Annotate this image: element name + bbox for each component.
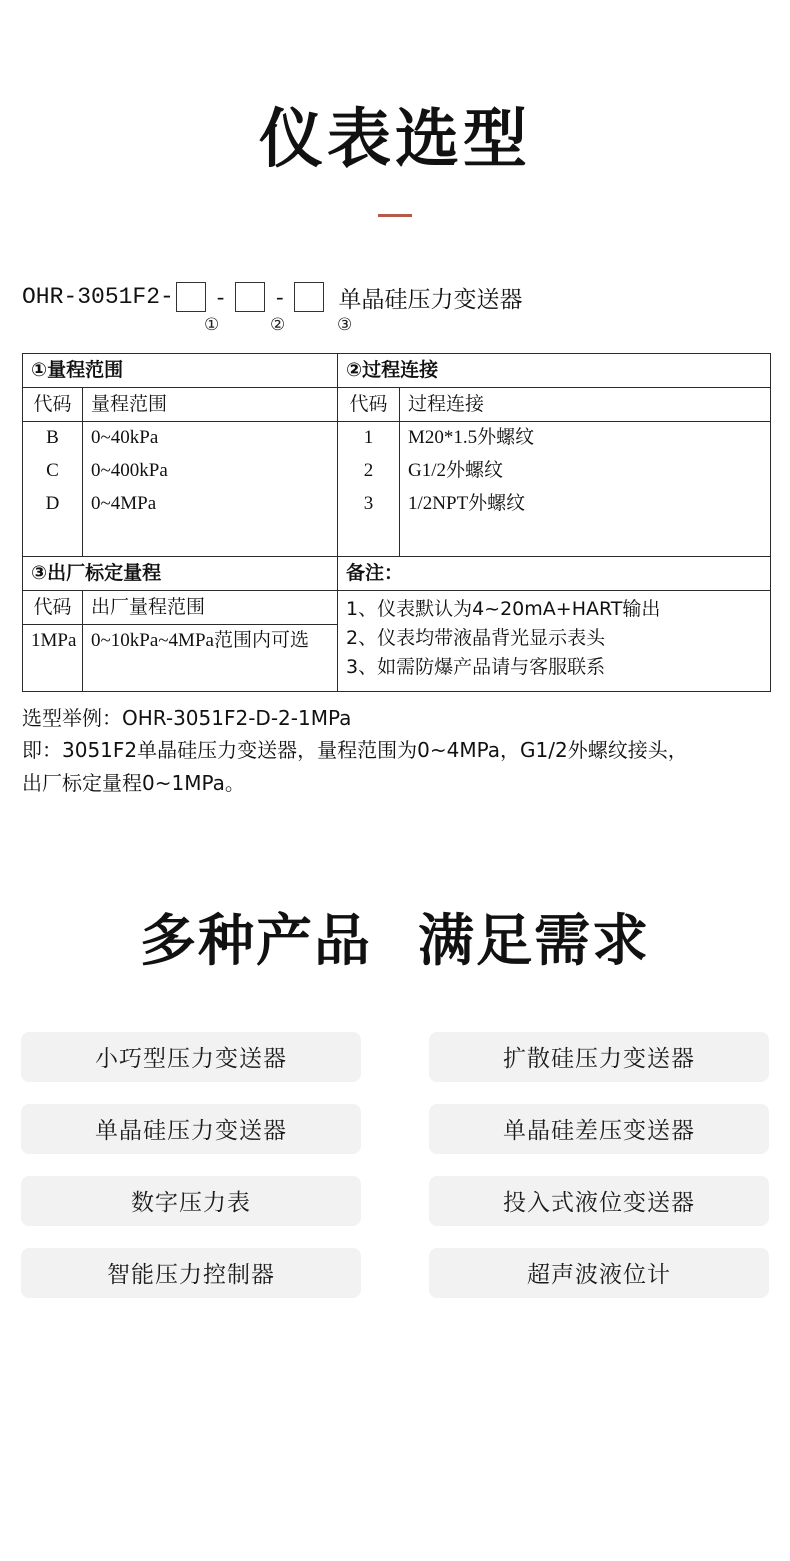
remark-header: 备注： bbox=[338, 556, 771, 590]
table-row bbox=[23, 421, 771, 454]
remark-note-2: 2、仪表均带液晶背光显示表头 bbox=[346, 626, 606, 649]
section2-header: ②过程连接 bbox=[338, 354, 771, 388]
col-header-range: 量程范围 bbox=[83, 387, 338, 421]
model-dash-1: - bbox=[216, 284, 225, 309]
product-button-small-pressure-transmitter[interactable]: 小巧型压力变送器 bbox=[21, 1032, 361, 1082]
model-tail-label: 单晶硅压力变送器 bbox=[338, 286, 523, 313]
product-button-monocrystalline-silicon-differential-pressure-transmitter[interactable]: 单晶硅差压变送器 bbox=[429, 1104, 769, 1154]
page-title: 仪表选型 bbox=[259, 103, 531, 177]
section1-header: ①量程范围 bbox=[23, 354, 338, 388]
table-row bbox=[23, 387, 771, 421]
model-code-line bbox=[22, 279, 790, 315]
range-value-b: 0~40kPa bbox=[83, 421, 338, 454]
model-marker-3: ③ bbox=[337, 315, 353, 335]
model-dash-2: - bbox=[276, 284, 284, 309]
product-button-diffused-silicon-pressure-transmitter[interactable]: 扩散硅压力变送器 bbox=[429, 1032, 769, 1082]
connect-value-3: 1/2NPT外螺纹 bbox=[400, 488, 771, 557]
product-button-grid bbox=[21, 1032, 769, 1298]
example-line-1: 选型举例：OHR-3051F2-D-2-1MPa bbox=[22, 705, 352, 730]
range-value-c: 0~400kPa bbox=[83, 455, 338, 488]
table-row bbox=[23, 488, 771, 557]
factory-code-1mpa: 1MPa bbox=[23, 624, 83, 691]
connect-code-2: 2 bbox=[338, 455, 400, 488]
products-section-title bbox=[0, 799, 790, 977]
selection-spec-table bbox=[22, 353, 771, 692]
section3-header: ③出厂标定量程 bbox=[23, 556, 338, 590]
col-header-factory-range: 出厂量程范围 bbox=[83, 590, 338, 624]
products-title-left: 多种产品 bbox=[140, 908, 372, 974]
product-button-ultrasonic-level-meter[interactable]: 超声波液位计 bbox=[429, 1248, 769, 1298]
table-row bbox=[23, 455, 771, 488]
connect-value-2: G1/2外螺纹 bbox=[400, 455, 771, 488]
product-button-digital-pressure-gauge[interactable]: 数字压力表 bbox=[21, 1176, 361, 1226]
col-header-code-2: 代码 bbox=[338, 387, 400, 421]
table-row bbox=[23, 556, 771, 590]
range-code-d: D bbox=[23, 488, 83, 557]
table-row bbox=[23, 354, 771, 388]
model-marker-2: ② bbox=[270, 315, 286, 335]
range-code-c: C bbox=[23, 455, 83, 488]
range-value-d: 0~4MPa bbox=[83, 488, 338, 557]
factory-range-1mpa: 0~10kPa~4MPa范围内可选 bbox=[83, 624, 338, 691]
example-line-3: 出厂标定量程0~1MPa。 bbox=[22, 770, 245, 795]
connect-code-1: 1 bbox=[338, 421, 400, 454]
model-markers bbox=[22, 315, 790, 341]
range-code-b: B bbox=[23, 421, 83, 454]
example-line-2: 即：3051F2单晶硅压力变送器，量程范围为0~4MPa，G1/2外螺纹接头， bbox=[22, 738, 688, 763]
products-title-right: 满足需求 bbox=[418, 908, 650, 974]
product-button-monocrystalline-silicon-pressure-transmitter[interactable]: 单晶硅压力变送器 bbox=[21, 1104, 361, 1154]
model-code-section bbox=[22, 279, 790, 341]
model-marker-1: ① bbox=[204, 315, 220, 335]
remark-note-3: 3、如需防爆产品请与客服联系 bbox=[346, 655, 606, 678]
col-header-factory-code: 代码 bbox=[23, 590, 83, 624]
connect-value-1: M20*1.5外螺纹 bbox=[400, 421, 771, 454]
col-header-code-1: 代码 bbox=[23, 387, 83, 421]
title-divider bbox=[378, 214, 412, 217]
remark-note-1: 1、仪表默认为4~20mA+HART输出 bbox=[346, 597, 661, 620]
connect-code-3: 3 bbox=[338, 488, 400, 557]
product-button-submersible-level-transmitter[interactable]: 投入式液位变送器 bbox=[429, 1176, 769, 1226]
table-row bbox=[23, 590, 771, 624]
remark-note-list bbox=[338, 590, 771, 691]
model-slot-3 bbox=[294, 282, 324, 312]
col-header-connect: 过程连接 bbox=[400, 387, 771, 421]
product-button-smart-pressure-controller[interactable]: 智能压力控制器 bbox=[21, 1248, 361, 1298]
model-slot-2 bbox=[235, 282, 265, 312]
selection-example bbox=[22, 702, 782, 799]
model-prefix: OHR-3051F2- bbox=[22, 284, 174, 310]
model-slot-1 bbox=[176, 282, 206, 312]
